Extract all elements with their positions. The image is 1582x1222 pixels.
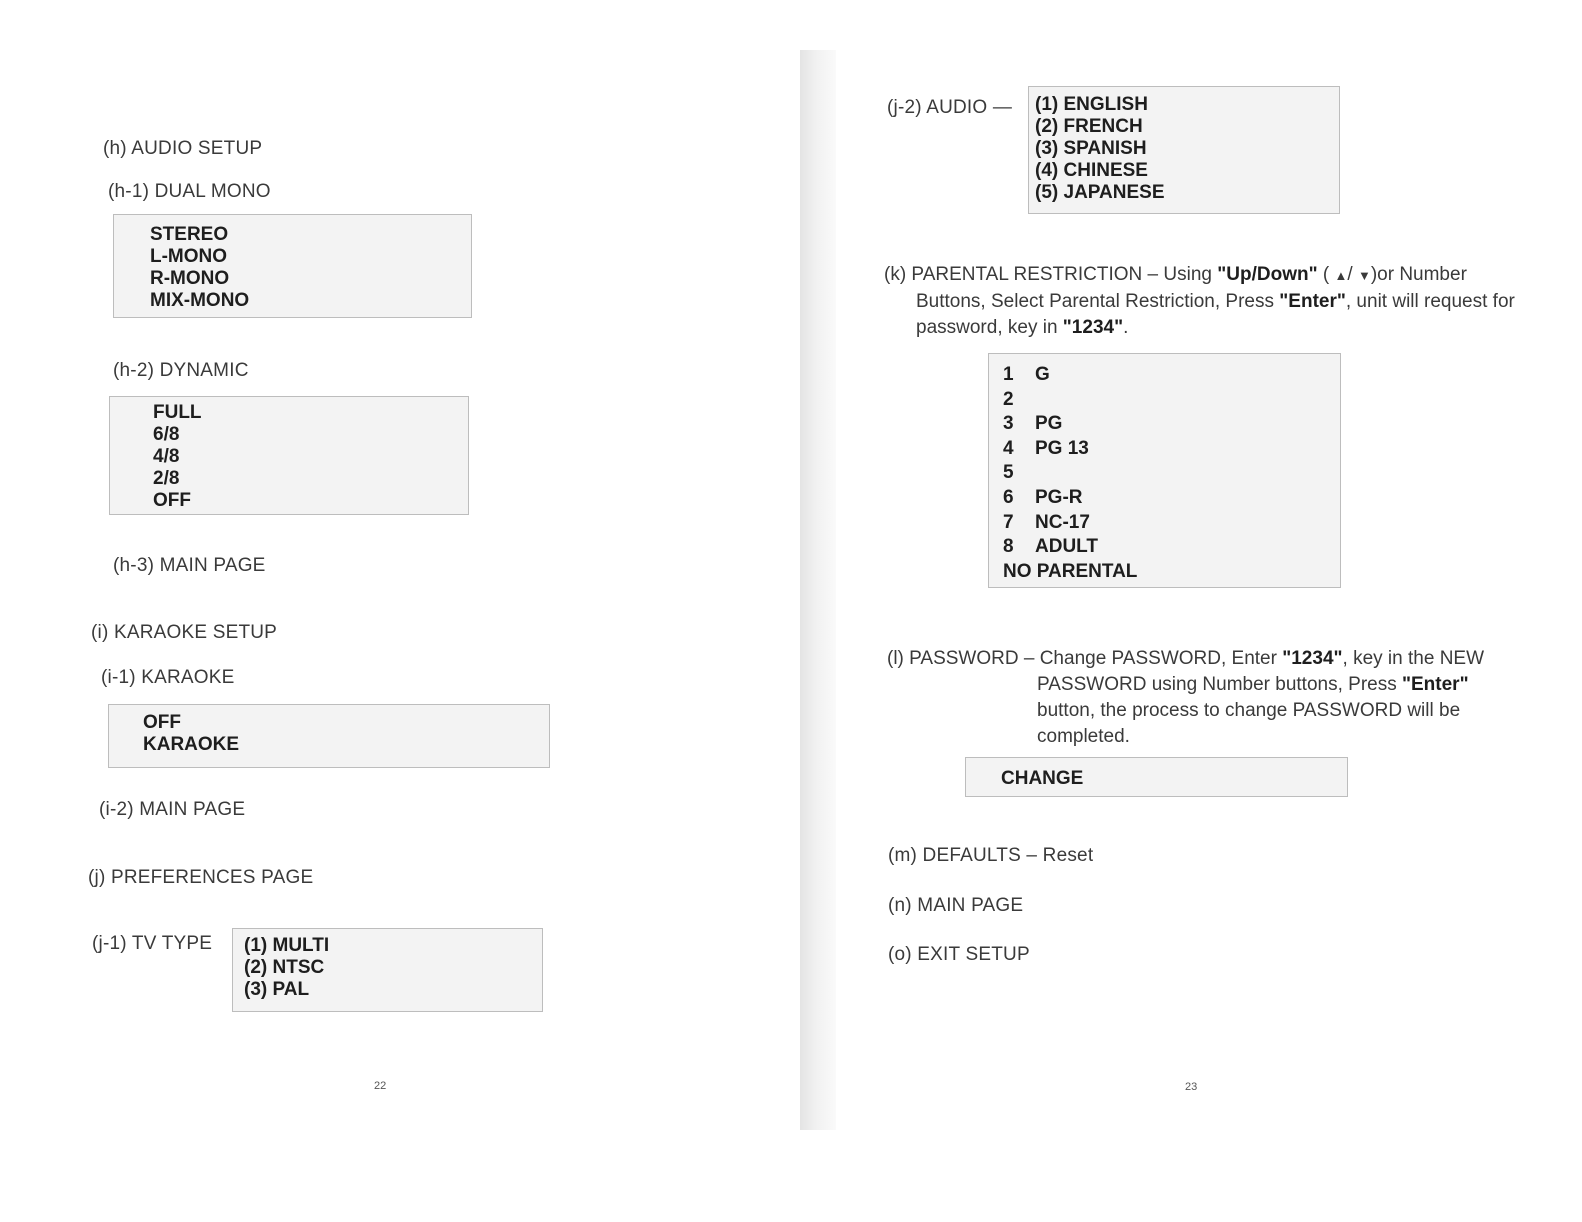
i2-main-page-heading: (i-2) MAIN PAGE (99, 799, 246, 820)
menu-option-karaoke-off[interactable]: OFF (143, 712, 181, 733)
change-password-menu (965, 757, 1348, 797)
karaoke-menu (108, 704, 550, 768)
menu-option-full[interactable]: FULL (153, 402, 202, 423)
rating-row-no-parental[interactable]: NO PARENTAL (1003, 560, 1138, 582)
parental-restriction-text: (k) PARENTAL RESTRICTION – Using "Up/Down" ( ▲/ ▼)or Number Buttons, Select Parental Restriction, Press "Enter", unit will request for password, key in "1234". (884, 264, 1515, 338)
menu-option-multi[interactable]: (1) MULTI (244, 935, 330, 956)
rating-row[interactable]: 1 G (1003, 364, 1050, 385)
menu-option-2-8[interactable]: 2/8 (153, 468, 180, 489)
page-number-right: 23 (1185, 1081, 1198, 1093)
page-number-left: 22 (374, 1080, 387, 1092)
menu-option-stereo[interactable]: STEREO (150, 224, 229, 245)
change-button[interactable]: CHANGE (1001, 768, 1084, 789)
rating-row[interactable]: 5 (1003, 462, 1014, 484)
audio-language-menu (1028, 86, 1340, 214)
rating-row[interactable]: 6 PG-R (1003, 486, 1083, 508)
menu-option-japanese[interactable]: (5) JAPANESE (1035, 182, 1165, 203)
up-arrow-icon: ▲ (1334, 268, 1348, 283)
menu-option-english[interactable]: (1) ENGLISH (1035, 94, 1148, 115)
menu-option-mix-mono[interactable]: MIX-MONO (150, 290, 250, 311)
menu-option-r-mono[interactable]: R-MONO (150, 268, 230, 289)
rating-row[interactable]: 3 PG (1003, 413, 1063, 435)
dynamic-heading: (h-2) DYNAMIC (113, 360, 249, 381)
rating-row[interactable]: 4 PG 13 (1003, 437, 1089, 459)
menu-option-off[interactable]: OFF (153, 490, 191, 511)
audio-setup-heading: (h) AUDIO SETUP (103, 138, 263, 159)
n-main-page-heading: (n) MAIN PAGE (888, 895, 1024, 916)
password-text: (l) PASSWORD – Change PASSWORD, Enter "1234", key in the NEW PASSWORD using Number buttons, Press "Enter" button, the process to change PASSWORD will be completed. (887, 648, 1485, 747)
book-spine-shadow (800, 50, 836, 1130)
menu-option-spanish[interactable]: (3) SPANISH (1035, 138, 1147, 159)
preferences-page-heading: (j) PREFERENCES PAGE (88, 867, 314, 888)
dynamic-menu (109, 396, 469, 515)
tv-type-heading: (j-1) TV TYPE (92, 933, 213, 954)
dual-mono-heading: (h-1) DUAL MONO (108, 181, 271, 202)
defaults-heading: (m) DEFAULTS – Reset (888, 845, 1094, 866)
menu-option-4-8[interactable]: 4/8 (153, 446, 180, 467)
karaoke-setup-heading: (i) KARAOKE SETUP (91, 622, 278, 643)
parental-rating-menu (988, 353, 1341, 588)
menu-option-french[interactable]: (2) FRENCH (1035, 116, 1143, 137)
rating-row[interactable]: 8 ADULT (1003, 536, 1098, 558)
rating-row[interactable]: 7 NC-17 (1003, 511, 1090, 533)
tv-type-menu (232, 928, 543, 1012)
down-arrow-icon: ▼ (1357, 268, 1371, 283)
menu-option-chinese[interactable]: (4) CHINESE (1035, 160, 1148, 181)
exit-setup-heading: (o) EXIT SETUP (888, 944, 1030, 965)
menu-option-ntsc[interactable]: (2) NTSC (244, 957, 325, 978)
dual-mono-menu (113, 214, 472, 318)
karaoke-heading: (i-1) KARAOKE (101, 667, 235, 688)
audio-language-heading: (j-2) AUDIO — (887, 97, 1013, 118)
rating-row[interactable]: 2 (1003, 388, 1014, 410)
menu-option-pal[interactable]: (3) PAL (244, 979, 310, 1000)
menu-option-6-8[interactable]: 6/8 (153, 424, 180, 445)
menu-option-karaoke-on[interactable]: KARAOKE (143, 734, 240, 755)
menu-option-l-mono[interactable]: L-MONO (150, 246, 228, 267)
h3-main-page-heading: (h-3) MAIN PAGE (113, 555, 266, 576)
